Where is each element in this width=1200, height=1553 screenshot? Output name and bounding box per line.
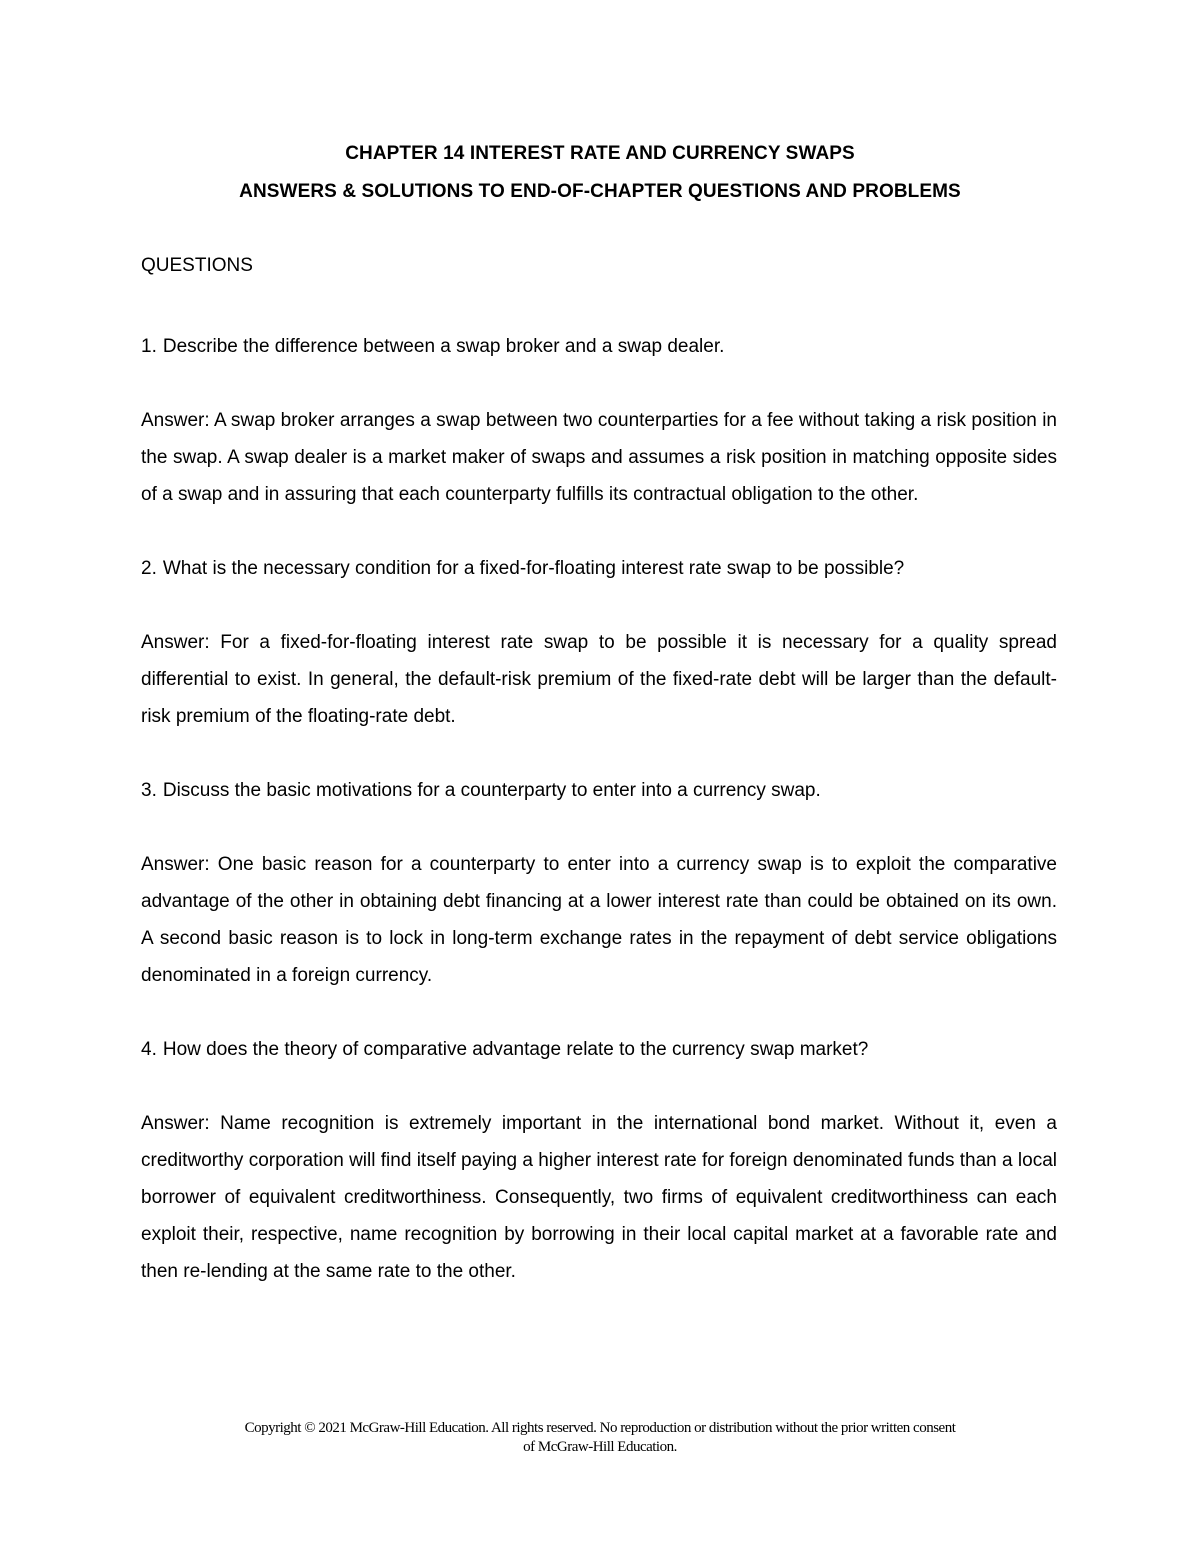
question	[141, 328, 1057, 365]
answer-text: Answer: A swap broker arranges a swap between two counterparties for a fee without taking a risk position in the swap. A swap dealer is a market maker of swaps and assumes a risk position in matching opposite sides of a swap and in assuring that each counterparty fulfills its contractual obligation to the other.	[141, 410, 1057, 505]
question	[141, 550, 1057, 587]
document-subtitle: ANSWERS & SOLUTIONS TO END-OF-CHAPTER QUESTIONS AND PROBLEMS	[239, 181, 961, 202]
question-item-3	[141, 772, 1057, 994]
question-text: Discuss the basic motivations for a counterparty to enter into a currency swap.	[162, 780, 821, 801]
question-item-2	[141, 550, 1057, 735]
question-item-1	[141, 328, 1057, 513]
copyright-line-1: Copyright © 2021 McGraw-Hill Education. All rights reserved. No reproduction or distribution without the prior written consent	[244, 1420, 956, 1436]
answer-text: Answer: Name recognition is extremely important in the international bond market. Without it, even a creditworthy corporation will find itself paying a higher interest rate for foreign denominated funds than a local borrower of equivalent creditworthiness. Consequently, two firms of equivalent creditworthiness can each exploit their, respective, name recognition by borrowing in their local capital market at a favorable rate and then re-lending at the same rate to the other.	[141, 1113, 1057, 1282]
section-label: QUESTIONS	[141, 255, 253, 276]
answer-text: Answer: One basic reason for a counterparty to enter into a currency swap is to exploit the comparative advantage of the other in obtaining debt financing at a lower interest rate than could be obtained on its own. A second basic reason is to lock in long-term exchange rates in the repayment of debt service obligations denominated in a foreign currency.	[141, 854, 1057, 986]
question	[141, 772, 1057, 809]
question-text: What is the necessary condition for a fixed-for-floating interest rate swap to be possible?	[162, 558, 905, 579]
question	[141, 1031, 1057, 1068]
questions-list	[141, 328, 1057, 1327]
chapter-title: CHAPTER 14 INTEREST RATE AND CURRENCY SWAPS	[345, 143, 855, 164]
copyright-footer	[120, 1419, 1080, 1457]
question-text: Describe the difference between a swap broker and a swap dealer.	[162, 336, 725, 357]
question-number: 1.	[141, 336, 157, 357]
copyright-line-2: of McGraw-Hill Education.	[523, 1439, 677, 1455]
question-text: How does the theory of comparative advantage relate to the currency swap market?	[162, 1039, 869, 1060]
question-number: 4.	[141, 1039, 157, 1060]
question-number: 3.	[141, 780, 157, 801]
question-item-4	[141, 1031, 1057, 1290]
question-number: 2.	[141, 558, 157, 579]
answer-text: Answer: For a fixed-for-floating interest rate swap to be possible it is necessary for a quality spread differential to exist. In general, the default-risk premium of the fixed-rate debt will be larger than the default-risk premium of the floating-rate debt.	[141, 632, 1057, 727]
